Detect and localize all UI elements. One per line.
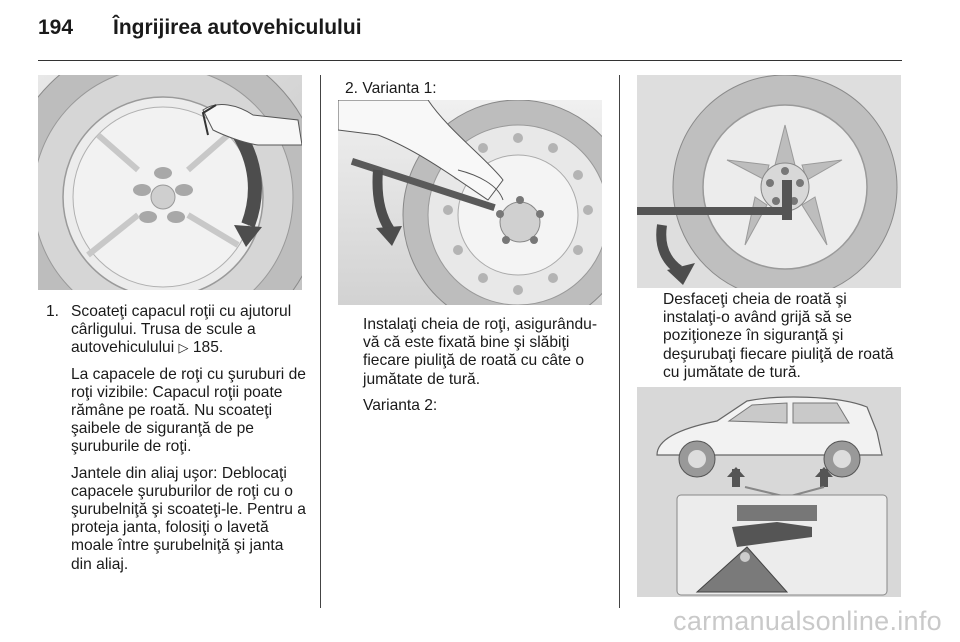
step-1 <box>46 303 306 574</box>
alloy-wheel-wrench-illustration <box>637 75 901 288</box>
page-reference: 185. <box>192 339 224 357</box>
alloy-wheels-note: Jantele din aliaj uşor: Deblocaţi capacele şuruburilor de roţi cu o şurubelniţă şi scoateţi-le. Pentru a proteja janta, folosiţi o lavetă moale între şurubelniţă şi janta din aliaj. <box>71 464 306 573</box>
watermark: carmanualsonline.info <box>673 606 942 636</box>
step-1-text: Scoateţi capacul roţii cu ajutorul cârligului. Trusa de scule a autovehiculului ▷ 185. <box>71 303 292 357</box>
arrow-ref-icon: ▷ <box>178 340 189 356</box>
hubcap-removal-illustration <box>38 75 302 290</box>
extended-wrench-instructions: Desfaceţi cheia de roată şi instalaţi-o având grijă să se poziţioneze în siguranţă şi deşurubaţi fiecare piuliţă de roată cu jumătate de tură. <box>663 291 894 381</box>
visible-bolts-note: La capacele de roţi cu şuruburi de roţi vizibile: Capacul roţii poate rămâne pe roată. Nu scoateţi şaibele de siguranţă de pe şuruburile de roţi. <box>71 365 306 456</box>
step-number: 1. <box>46 303 60 320</box>
page-title: Îngrijirea autovehiculului <box>113 16 362 39</box>
header-rule <box>38 60 902 61</box>
car-jack-illustration <box>637 387 901 597</box>
column-divider-1 <box>320 75 321 608</box>
variant-1-instructions: Instalaţi cheia de roţi, asigurându-vă că este fixată bine şi slăbiţi fiecare piuliţă de roată cu câte o jumătate de tură. <box>363 316 598 388</box>
variant-2-heading: Varianta 2: <box>363 396 438 414</box>
column-divider-2 <box>619 75 620 608</box>
page-number: 194 <box>38 16 74 39</box>
variant-1-heading: 2. Varianta 1: <box>345 80 437 97</box>
wheel-wrench-illustration <box>338 100 602 305</box>
